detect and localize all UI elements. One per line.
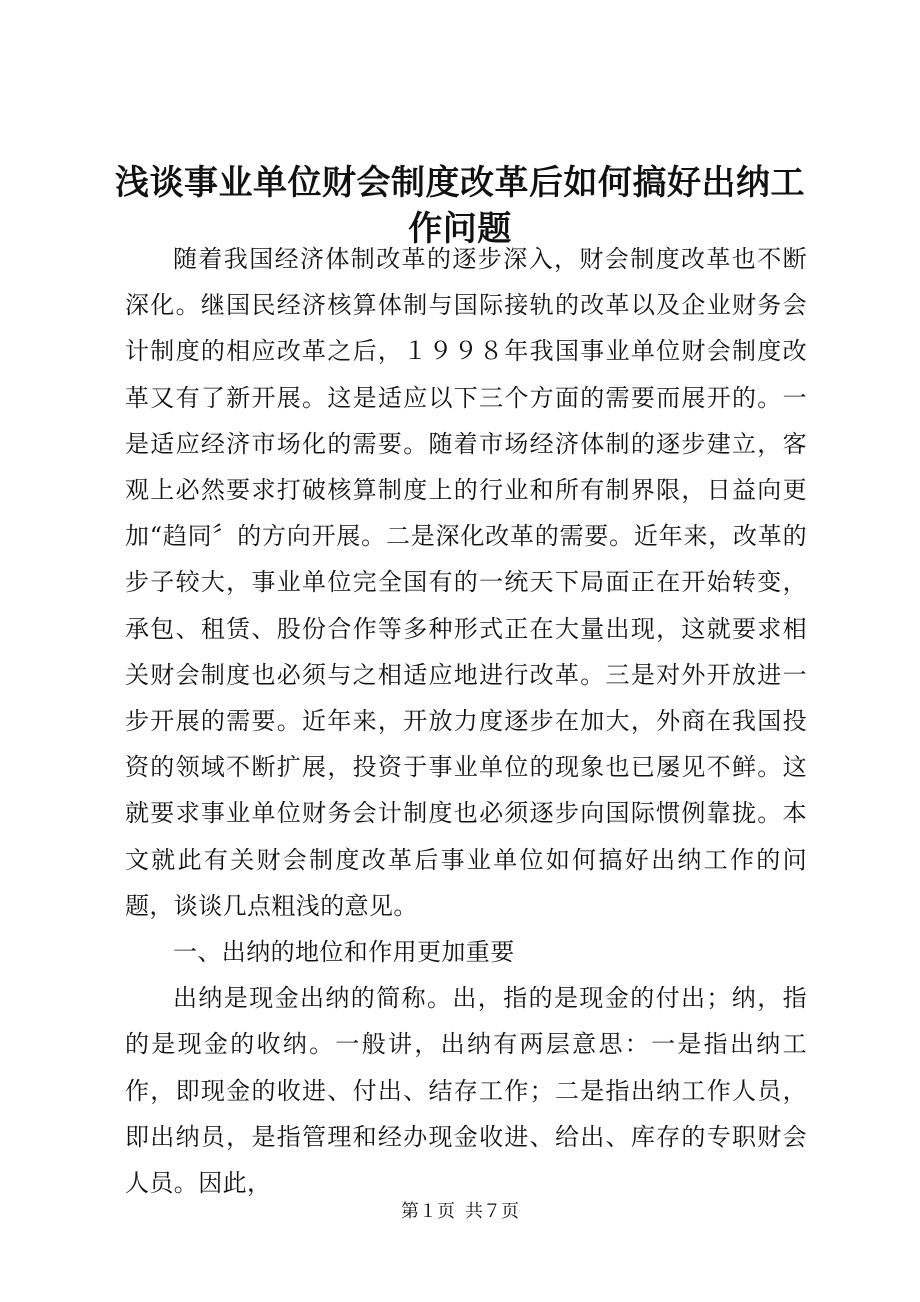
page-total: 共７页 [465,1201,519,1222]
section-paragraph: 出纳是现金出纳的简称。出，指的是现金的付出；纳，指的是现金的收纳。一般讲，出纳有两层意思：一是指出纳工作，即现金的收进、付出、结存工作；二是指出纳工作人员，即出纳员，是指管理和经办现金收进、给出、库存的专职财会人员。因此， [125,984,807,1198]
page-footer [0,1198,920,1226]
intro-paragraph: 随着我国经济体制改革的逐步深入，财会制度改革也不断深化。继国民经济核算体制与国际接轨的改革以及企业财务会计制度的相应改革之后，１９９８年我国事业单位财会制度改革又有了新开展。这是适应以下三个方面的需要而展开的。一是适应经济市场化的需要。随着市场经济体制的逐步建立，客观上必然要求打破核算制度上的行业和所有制界限，日益向更加“趋同〞的方向开展。二是深化改革的需要。近年来，改革的步子较大，事业单位完全国有的一统天下局面正在开始转变，承包、租赁、股份合作等多种形式正在大量出现，这就要求相关财会制度也必须与之相适应地进行改革。三是对外开放进一步开展的需要。近年来，开放力度逐步在加大，外商在我国投资的领域不断扩展，投资于事业单位的现象也已屡见不鲜。这就要求事业单位财务会计制度也必须逐步向国际惯例靠拢。本文就此有关财会制度改革后事业单位如何搞好出纳工作的问题，谈谈几点粗浅的意见。 [125,245,807,920]
section-heading: 一、出纳的地位和作用更加重要 [173,938,515,967]
document-title: 浅谈事业单位财会制度改革后如何搞好出纳工作问题 [115,163,805,249]
document-body [125,236,807,1206]
page-number: 第１页 [401,1201,455,1222]
